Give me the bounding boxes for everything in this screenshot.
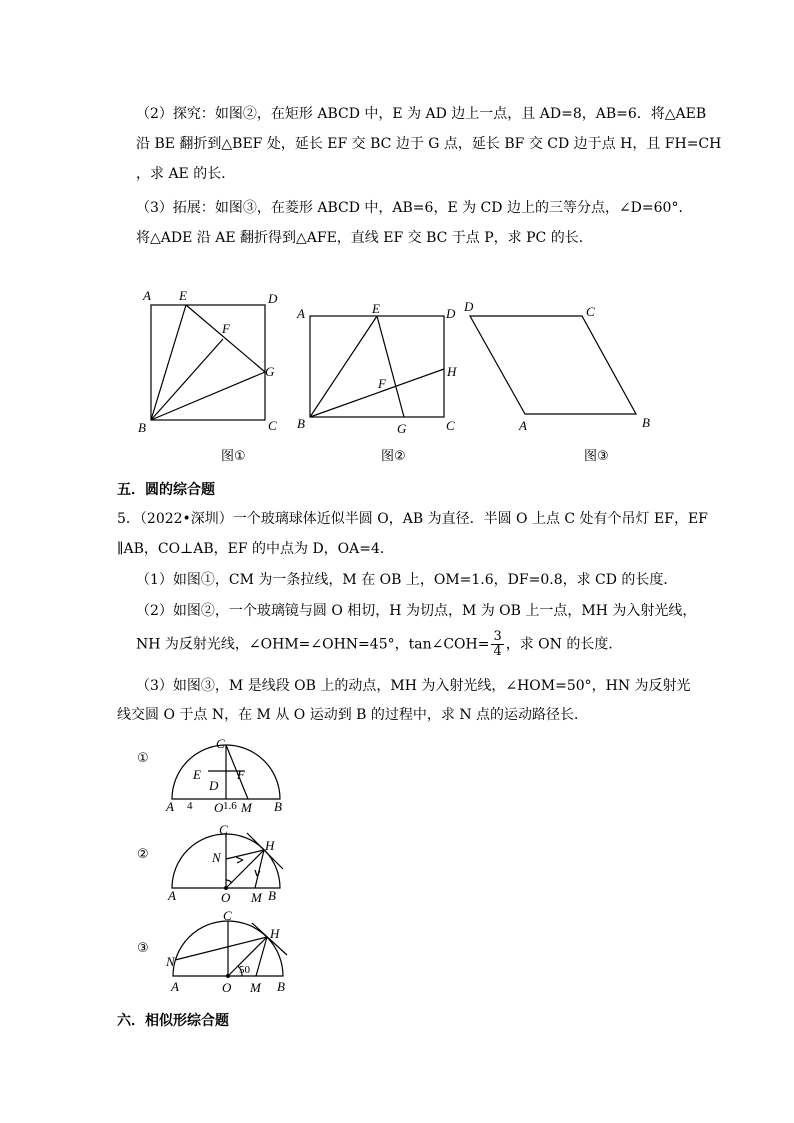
fig1-caption: 图①: [221, 449, 246, 464]
fig3-label-C: C: [586, 304, 595, 319]
fig1-label-C: C: [268, 418, 277, 433]
fig-mark-1: ①: [137, 751, 149, 766]
section-title: 五．圆的综合题: [117, 482, 215, 498]
fraction-numerator: 3: [493, 629, 502, 644]
text-line: （1）如图①，CM 为一条拉线，M 在 OB 上，OM=1.6，DF=0.8，求 CD 的长度．: [136, 572, 678, 588]
fig3-caption: 图③: [584, 449, 609, 464]
s1-label-M: M: [241, 800, 252, 815]
section-title: 六．相似形综合题: [117, 1013, 229, 1029]
text-line: 线交圆 O 于点 N，在 M 从 O 运动到 B 的过程中，求 N 点的运动路径长．: [117, 707, 589, 723]
fig2-label-C: C: [446, 418, 455, 433]
fig-mark-3: ③: [137, 941, 149, 956]
text-line: （3）拓展：如图③，在菱形 ABCD 中，AB=6，E 为 CD 边上的三等分点，∠D=60°．: [136, 200, 693, 216]
fig1-label-E: E: [179, 288, 187, 303]
s2-label-M: M: [251, 890, 262, 905]
s3-label-N: N: [166, 954, 175, 969]
s2-label-N: N: [212, 850, 221, 865]
s3-label-H: H: [270, 926, 280, 941]
s2-label-A: A: [168, 888, 176, 903]
s2-label-B: B: [268, 888, 276, 903]
s1-label-D: D: [209, 778, 219, 793]
fig2-label-G: G: [397, 421, 407, 436]
s1-label-A: A: [166, 799, 174, 814]
text-line: 沿 BE 翻折到△BEF 处，延长 EF 交 BC 边于 G 点，延长 BF 交 CD 边于点 H，且 FH=CH: [136, 136, 722, 152]
fraction-denominator: 4: [493, 644, 502, 659]
text-line: 将△ADE 沿 AE 翻折得到△AFE，直线 EF 交 BC 于点 P，求 PC 的长．: [136, 230, 593, 246]
s3-label-O: O: [222, 980, 232, 995]
text-line: （2）探究：如图②，在矩形 ABCD 中，E 为 AD 边上一点，且 AD=8，AB=6．将△AEB: [136, 106, 707, 122]
s3-label-C: C: [223, 908, 232, 923]
s1-label-F: F: [237, 767, 245, 782]
fig2-label-E: E: [372, 301, 380, 316]
fig2-label-D: D: [446, 306, 456, 321]
text-line: 5．（2022•深圳）一个玻璃球体近似半圆 O，AB 为直径．半圆 O 上点 C 处有个吊灯 EF，EF: [117, 511, 708, 527]
fig1-label-A: A: [143, 288, 151, 303]
fig3-label-B: B: [642, 415, 650, 430]
fig1-label-D: D: [268, 291, 278, 306]
fig2-label-F: F: [378, 376, 386, 391]
s3-angle-50: 50: [239, 964, 250, 976]
s3-label-B: B: [277, 979, 285, 994]
s1-length-1-6: 1.6: [223, 800, 237, 812]
fig3-label-A: A: [519, 418, 527, 433]
center-point: [226, 974, 230, 978]
text-line: （2）如图②，一个玻璃镜与圆 O 相切，H 为切点，M 为 OB 上一点，MH 为入射光线，: [136, 603, 697, 619]
fig2-label-A: A: [297, 306, 305, 321]
fig1-label-G: G: [265, 364, 275, 379]
fig1-label-F: F: [222, 321, 230, 336]
fig2-caption: 图②: [381, 449, 406, 464]
text-segment: ，求 ON 的长度．: [505, 636, 623, 653]
fig1-label-B: B: [138, 420, 146, 435]
fig2-label-H: H: [447, 364, 457, 379]
s2-label-O: O: [221, 890, 231, 905]
s2-label-C: C: [219, 822, 228, 837]
s2-label-H: H: [265, 838, 275, 853]
s1-label-B: B: [274, 799, 282, 814]
s1-label-E: E: [193, 767, 201, 782]
text-line: ∥AB，CO⊥AB，EF 的中点为 D，OA=4．: [117, 541, 394, 557]
text-line: ，求 AE 的长．: [136, 166, 236, 182]
fig2-label-B: B: [297, 416, 305, 431]
s1-label-C: C: [216, 736, 225, 751]
s3-label-M: M: [250, 980, 261, 995]
text-line: （3）如图③，M 是线段 OB 上的动点，MH 为入射光线，∠HOM=50°，HN 为反射光: [136, 678, 691, 694]
s1-label-O: O: [214, 800, 224, 815]
fig3-label-D: D: [464, 299, 474, 314]
fig-mark-2: ②: [137, 847, 149, 862]
s1-length-4: 4: [187, 800, 193, 812]
s3-label-A: A: [171, 979, 179, 994]
text-segment: NH 为反射光线，∠OHM=∠OHN=45°，tan∠COH=: [136, 636, 490, 653]
semicircle-figure-1: [172, 745, 280, 799]
